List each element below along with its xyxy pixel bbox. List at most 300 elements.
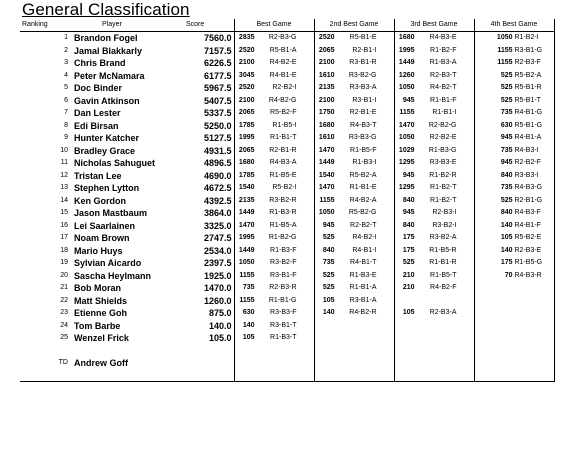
player-cell: Doc Binder xyxy=(74,83,123,94)
table-row xyxy=(20,270,554,283)
game-1-cell xyxy=(234,270,314,283)
score-cell: 6177.5 xyxy=(182,70,234,83)
empty-cell xyxy=(182,345,234,357)
ranking-cell: 4 xyxy=(64,71,68,79)
game-points: 105 xyxy=(500,234,513,242)
game-2-cell xyxy=(314,232,394,245)
game-points: 735 xyxy=(500,146,513,154)
td-row xyxy=(20,357,554,370)
game-2-cell xyxy=(314,45,394,58)
table-row xyxy=(20,232,554,245)
player-cell: Peter McNamara xyxy=(74,70,145,81)
game-3-cell xyxy=(394,282,474,295)
game-3-cell xyxy=(394,245,474,258)
game-code: R5-B2-F xyxy=(270,109,297,117)
game-code: R1-B1-I xyxy=(432,109,457,117)
game-2-cell xyxy=(314,182,394,195)
game-2-cell xyxy=(314,220,394,233)
header-4th-best-game: 4th Best Game xyxy=(474,19,554,32)
player-cell: Chris Brand xyxy=(74,58,126,69)
game-1-cell xyxy=(234,32,314,45)
game-points: 525 xyxy=(402,259,415,267)
ranking-cell: 24 xyxy=(60,321,68,329)
game-code: R4-B2-R xyxy=(349,309,377,317)
game-points: 2100 xyxy=(318,96,335,104)
table-row xyxy=(20,32,554,45)
game-2-cell xyxy=(314,282,394,295)
player-cell: Tom Barbe xyxy=(74,320,121,331)
game-points: 1470 xyxy=(318,184,335,192)
game-code: R5-B1-G xyxy=(514,121,543,129)
game-points: 945 xyxy=(402,171,415,179)
game-code: R1-B5-F xyxy=(350,146,377,154)
game-2-cell xyxy=(314,107,394,120)
game-points: 210 xyxy=(402,271,415,279)
ranking-cell: 16 xyxy=(60,221,68,229)
ranking-cell: 20 xyxy=(60,271,68,279)
ranking-cell: 19 xyxy=(60,259,68,267)
table-row xyxy=(20,320,554,333)
game-4-cell xyxy=(474,332,554,345)
score-cell: 2747.5 xyxy=(182,232,234,245)
game-code: R1-B5-G xyxy=(514,259,543,267)
game-3-cell xyxy=(394,82,474,95)
game-code: R4-B1-G xyxy=(514,109,543,117)
game-code: R4-B2-I xyxy=(352,234,377,242)
game-code: R2-B1-I xyxy=(352,46,377,54)
game-points: 2100 xyxy=(238,59,255,67)
game-points: 2135 xyxy=(318,84,335,92)
game-code: R3-B3-I xyxy=(514,171,539,179)
game-1-cell xyxy=(234,107,314,120)
ranking-cell: 22 xyxy=(60,296,68,304)
game-code: R1-B3-A xyxy=(429,59,457,67)
game-3-cell xyxy=(394,157,474,170)
header-player: Player xyxy=(72,19,182,32)
game-3-cell xyxy=(394,207,474,220)
game-2-cell xyxy=(314,270,394,283)
game-4-cell xyxy=(474,170,554,183)
player-cell: Matt Shields xyxy=(74,295,128,306)
game-code: R1-B1-G xyxy=(268,296,297,304)
game-points: 1680 xyxy=(398,34,415,42)
game-code: R3-B2-R xyxy=(269,196,297,204)
game-code: R1-B2-T xyxy=(430,184,457,192)
game-points: 735 xyxy=(500,184,513,192)
game-points: 105 xyxy=(322,296,335,304)
game-points: 840 xyxy=(500,171,513,179)
game-code: R2-B2-I xyxy=(272,84,297,92)
game-3-cell xyxy=(394,295,474,308)
game-points: 1470 xyxy=(238,221,255,229)
table-row xyxy=(20,95,554,108)
game-1-cell xyxy=(234,295,314,308)
game-points: 175 xyxy=(402,234,415,242)
empty-cell xyxy=(314,345,394,357)
game-code: R5-B1-R xyxy=(514,84,542,92)
ranking-cell: 3 xyxy=(64,59,68,67)
game-points: 140 xyxy=(500,221,513,229)
game-code: R3-B3-E xyxy=(429,159,457,167)
score-cell: 6226.5 xyxy=(182,57,234,70)
game-1-cell xyxy=(234,70,314,83)
game-code: R3-B3-G xyxy=(348,134,377,142)
game-3-cell xyxy=(394,145,474,158)
empty-cell xyxy=(474,345,554,357)
game-code: R5-B2-E xyxy=(514,234,542,242)
ranking-cell: 1 xyxy=(64,34,68,42)
game-code: R4-B1-E xyxy=(269,71,297,79)
game-1-cell xyxy=(234,82,314,95)
game-1-cell xyxy=(234,120,314,133)
score-cell: 5967.5 xyxy=(182,82,234,95)
game-points: 945 xyxy=(402,209,415,217)
game-points: 2100 xyxy=(318,59,335,67)
game-2-cell xyxy=(314,295,394,308)
score-cell: 7560.0 xyxy=(182,32,234,45)
game-code: R5-B1-A xyxy=(269,46,297,54)
table-row xyxy=(20,182,554,195)
game-code: R4-B2-E xyxy=(269,59,297,67)
game-4-cell xyxy=(474,182,554,195)
game-code: R1-B3-I xyxy=(352,159,377,167)
game-2-cell xyxy=(314,120,394,133)
player-cell: Bob Moran xyxy=(74,283,121,294)
game-code: R1-B2-I xyxy=(514,34,539,42)
game-points: 840 xyxy=(402,196,415,204)
game-3-cell xyxy=(394,332,474,345)
table-row xyxy=(20,245,554,258)
table-body xyxy=(20,32,554,382)
game-points: 175 xyxy=(500,259,513,267)
player-cell: Tristan Lee xyxy=(74,170,122,181)
table-row xyxy=(20,157,554,170)
game-points: 525 xyxy=(322,234,335,242)
game-points: 3045 xyxy=(238,71,255,79)
game-points: 2135 xyxy=(238,196,255,204)
game-code: R3-B2-I xyxy=(432,221,457,229)
page-title: General Classification xyxy=(22,0,190,19)
game-points: 1995 xyxy=(238,234,255,242)
game-3-cell xyxy=(394,182,474,195)
player-cell: Etienne Goh xyxy=(74,308,128,319)
ranking-cell: 9 xyxy=(64,134,68,142)
player-cell: Hunter Katcher xyxy=(74,133,140,144)
game-4-cell xyxy=(474,120,554,133)
game-points: 945 xyxy=(322,221,335,229)
score-cell: 4392.5 xyxy=(182,195,234,208)
table-row xyxy=(20,145,554,158)
game-points: 1155 xyxy=(239,271,255,279)
game-code: R2-B2-T xyxy=(350,221,377,229)
game-points: 70 xyxy=(504,271,513,279)
ranking-cell: 23 xyxy=(60,309,68,317)
ranking-cell: 25 xyxy=(60,334,68,342)
table-row xyxy=(20,195,554,208)
game-4-cell xyxy=(474,257,554,270)
game-code: R1-B2-R xyxy=(429,171,457,179)
game-2-cell xyxy=(314,307,394,320)
game-code: R2-B2-F xyxy=(514,159,541,167)
game-code: R1-B3-F xyxy=(270,246,297,254)
player-cell: Gavin Atkinson xyxy=(74,95,140,106)
game-code: R2-B1-E xyxy=(349,109,377,117)
player-cell: Ken Gordon xyxy=(74,195,126,206)
game-2-cell xyxy=(314,32,394,45)
player-cell: Jamal Blakkarly xyxy=(74,45,143,56)
game-3-cell xyxy=(394,57,474,70)
game-points: 525 xyxy=(322,271,335,279)
score-cell: 4672.5 xyxy=(182,182,234,195)
game-1-cell xyxy=(234,45,314,58)
game-4-cell xyxy=(474,282,554,295)
game-code: R4-B3-G xyxy=(514,184,543,192)
game-points: 1295 xyxy=(398,159,415,167)
game-code: R2-B3-T xyxy=(430,71,457,79)
game-points: 945 xyxy=(500,134,513,142)
empty-row xyxy=(20,369,554,382)
empty-cell xyxy=(182,357,234,370)
score-cell: 3864.0 xyxy=(182,207,234,220)
game-points: 1260 xyxy=(398,71,415,79)
game-points: 525 xyxy=(322,284,335,292)
game-4-cell xyxy=(474,295,554,308)
game-3-cell xyxy=(394,32,474,45)
ranking-cell: 13 xyxy=(60,184,68,192)
game-4-cell xyxy=(474,207,554,220)
game-4-cell xyxy=(474,45,554,58)
game-1-cell xyxy=(234,257,314,270)
player-cell: Noam Brown xyxy=(74,233,130,244)
game-2-cell xyxy=(314,157,394,170)
game-points: 945 xyxy=(402,96,415,104)
game-code: R4-B3-I xyxy=(514,146,539,154)
game-code: R4-B1-T xyxy=(350,259,377,267)
game-4-cell xyxy=(474,320,554,333)
game-points: 735 xyxy=(322,259,335,267)
game-code: R2-B3-R xyxy=(269,284,297,292)
game-points: 1680 xyxy=(318,121,335,129)
game-points: 1155 xyxy=(319,196,335,204)
header-best-game: Best Game xyxy=(234,19,314,32)
td-name: Andrew Goff xyxy=(74,357,128,368)
game-points: 1449 xyxy=(318,159,335,167)
game-2-cell xyxy=(314,257,394,270)
score-cell: 4931.5 xyxy=(182,145,234,158)
empty-cell xyxy=(314,369,394,382)
game-2-cell xyxy=(314,132,394,145)
game-1-cell xyxy=(234,195,314,208)
game-points: 525 xyxy=(500,71,513,79)
game-2-cell xyxy=(314,320,394,333)
ranking-cell: 6 xyxy=(64,96,68,104)
game-code: R1-B2-F xyxy=(430,46,457,54)
game-code: R4-B3-E xyxy=(429,34,457,42)
game-3-cell xyxy=(394,257,474,270)
game-points: 1785 xyxy=(238,171,255,179)
game-4-cell xyxy=(474,220,554,233)
empty-row xyxy=(20,345,554,357)
game-points: 105 xyxy=(402,309,415,317)
game-code: R4-B2-A xyxy=(349,196,377,204)
game-points: 2065 xyxy=(238,109,255,117)
game-code: R1-B5-I xyxy=(272,121,297,129)
game-code: R1-B1-A xyxy=(349,284,377,292)
game-points: 2520 xyxy=(238,46,255,54)
game-code: R2-B3-G xyxy=(268,34,297,42)
game-1-cell xyxy=(234,145,314,158)
game-code: R2-B2-G xyxy=(428,121,457,129)
game-3-cell xyxy=(394,120,474,133)
game-4-cell xyxy=(474,95,554,108)
table-row xyxy=(20,170,554,183)
game-points: 1155 xyxy=(497,46,513,54)
game-code: R5-B1-E xyxy=(349,34,377,42)
game-points: 2065 xyxy=(318,46,335,54)
score-cell: 1260.0 xyxy=(182,295,234,308)
table-row xyxy=(20,70,554,83)
game-points: 1680 xyxy=(238,159,255,167)
player-cell: Nicholas Sahuguet xyxy=(74,158,156,169)
empty-cell xyxy=(20,345,72,357)
game-points: 1995 xyxy=(238,134,255,142)
game-4-cell xyxy=(474,107,554,120)
game-points: 1449 xyxy=(398,59,415,67)
game-points: 175 xyxy=(402,246,415,254)
empty-cell xyxy=(474,357,554,370)
empty-cell xyxy=(474,369,554,382)
game-code: R4-B3-R xyxy=(514,271,542,279)
empty-cell xyxy=(20,369,72,382)
game-4-cell xyxy=(474,245,554,258)
player-cell: Bradley Grace xyxy=(74,145,136,156)
game-code: R4-B2-F xyxy=(430,284,457,292)
player-cell: Stephen Lytton xyxy=(74,183,140,194)
game-3-cell xyxy=(394,95,474,108)
ranking-cell: 7 xyxy=(64,109,68,117)
game-1-cell xyxy=(234,320,314,333)
score-cell: 7157.5 xyxy=(182,45,234,58)
game-points: 2520 xyxy=(238,84,255,92)
game-2-cell xyxy=(314,207,394,220)
game-code: R1-B5-R xyxy=(429,246,457,254)
player-cell: Jason Mastbaum xyxy=(74,208,148,219)
game-code: R1-B2-T xyxy=(430,196,457,204)
game-code: R1-B3-R xyxy=(269,209,297,217)
game-points: 840 xyxy=(500,209,513,217)
game-points: 840 xyxy=(322,246,335,254)
game-code: R1-B5-T xyxy=(430,271,457,279)
game-2-cell xyxy=(314,57,394,70)
game-code: R1-B5-E xyxy=(269,171,297,179)
empty-cell xyxy=(314,357,394,370)
empty-cell xyxy=(182,369,234,382)
game-points: 1295 xyxy=(398,184,415,192)
classification-table xyxy=(20,19,555,382)
ranking-cell: 15 xyxy=(60,209,68,217)
player-cell: Mario Huys xyxy=(74,245,123,256)
game-points: 2520 xyxy=(318,34,335,42)
ranking-cell: 14 xyxy=(60,196,68,204)
game-points: 1050 xyxy=(318,209,335,217)
game-2-cell xyxy=(314,70,394,83)
player-cell: Edi Birsan xyxy=(74,120,119,131)
game-2-cell xyxy=(314,170,394,183)
game-1-cell xyxy=(234,182,314,195)
header-score: Score xyxy=(182,19,234,32)
game-points: 525 xyxy=(500,84,513,92)
game-code: R3-B2-F xyxy=(270,259,297,267)
table-row xyxy=(20,207,554,220)
table-row xyxy=(20,295,554,308)
header-2nd-best-game: 2nd Best Game xyxy=(314,19,394,32)
game-code: R3-B2-G xyxy=(348,71,377,79)
table-row xyxy=(20,332,554,345)
ranking-cell: 18 xyxy=(60,246,68,254)
score-cell: 5127.5 xyxy=(182,132,234,145)
table-row xyxy=(20,307,554,320)
ranking-cell: 17 xyxy=(60,234,68,242)
game-points: 1470 xyxy=(398,121,415,129)
game-code: R1-B3-G xyxy=(428,146,457,154)
game-points: 630 xyxy=(500,121,513,129)
empty-cell xyxy=(234,345,314,357)
table-row xyxy=(20,57,554,70)
score-cell: 875.0 xyxy=(182,307,234,320)
game-code: R4-B1-F xyxy=(514,221,541,229)
game-code: R1-B2-G xyxy=(268,234,297,242)
game-code: R2-B1-G xyxy=(514,196,543,204)
game-code: R2-B3-A xyxy=(429,309,457,317)
empty-cell xyxy=(394,345,474,357)
game-code: R1-B5-A xyxy=(269,221,297,229)
game-points: 735 xyxy=(500,109,513,117)
empty-cell xyxy=(72,345,182,357)
game-code: R3-B3-A xyxy=(349,84,377,92)
table-row xyxy=(20,120,554,133)
game-code: R1-B1-R xyxy=(429,259,457,267)
game-1-cell xyxy=(234,95,314,108)
game-points: 2100 xyxy=(238,96,255,104)
game-4-cell xyxy=(474,57,554,70)
game-code: R5-B2-A xyxy=(514,71,542,79)
game-1-cell xyxy=(234,220,314,233)
game-2-cell xyxy=(314,195,394,208)
game-code: R1-B1-T xyxy=(270,134,297,142)
ranking-cell: 10 xyxy=(60,146,68,154)
game-points: 105 xyxy=(242,334,255,342)
game-code: R1-B1-E xyxy=(349,184,377,192)
score-cell: 105.0 xyxy=(182,332,234,345)
game-points: 1050 xyxy=(398,84,415,92)
game-points: 210 xyxy=(402,284,415,292)
game-points: 1750 xyxy=(318,109,335,117)
game-code: R5-B2-A xyxy=(349,171,377,179)
ranking-cell: 8 xyxy=(64,121,68,129)
game-code: R4-B1-I xyxy=(352,246,377,254)
game-code: R2-B3-I xyxy=(432,209,457,217)
header-ranking: Ranking xyxy=(20,19,72,32)
player-cell: Dan Lester xyxy=(74,108,121,119)
empty-cell xyxy=(72,369,182,382)
game-points: 1540 xyxy=(238,184,255,192)
game-3-cell xyxy=(394,220,474,233)
game-1-cell xyxy=(234,307,314,320)
game-code: R5-B2-G xyxy=(348,209,377,217)
game-points: 140 xyxy=(322,309,335,317)
td-label: TD xyxy=(58,358,68,366)
game-code: R4-B2-G xyxy=(268,96,297,104)
